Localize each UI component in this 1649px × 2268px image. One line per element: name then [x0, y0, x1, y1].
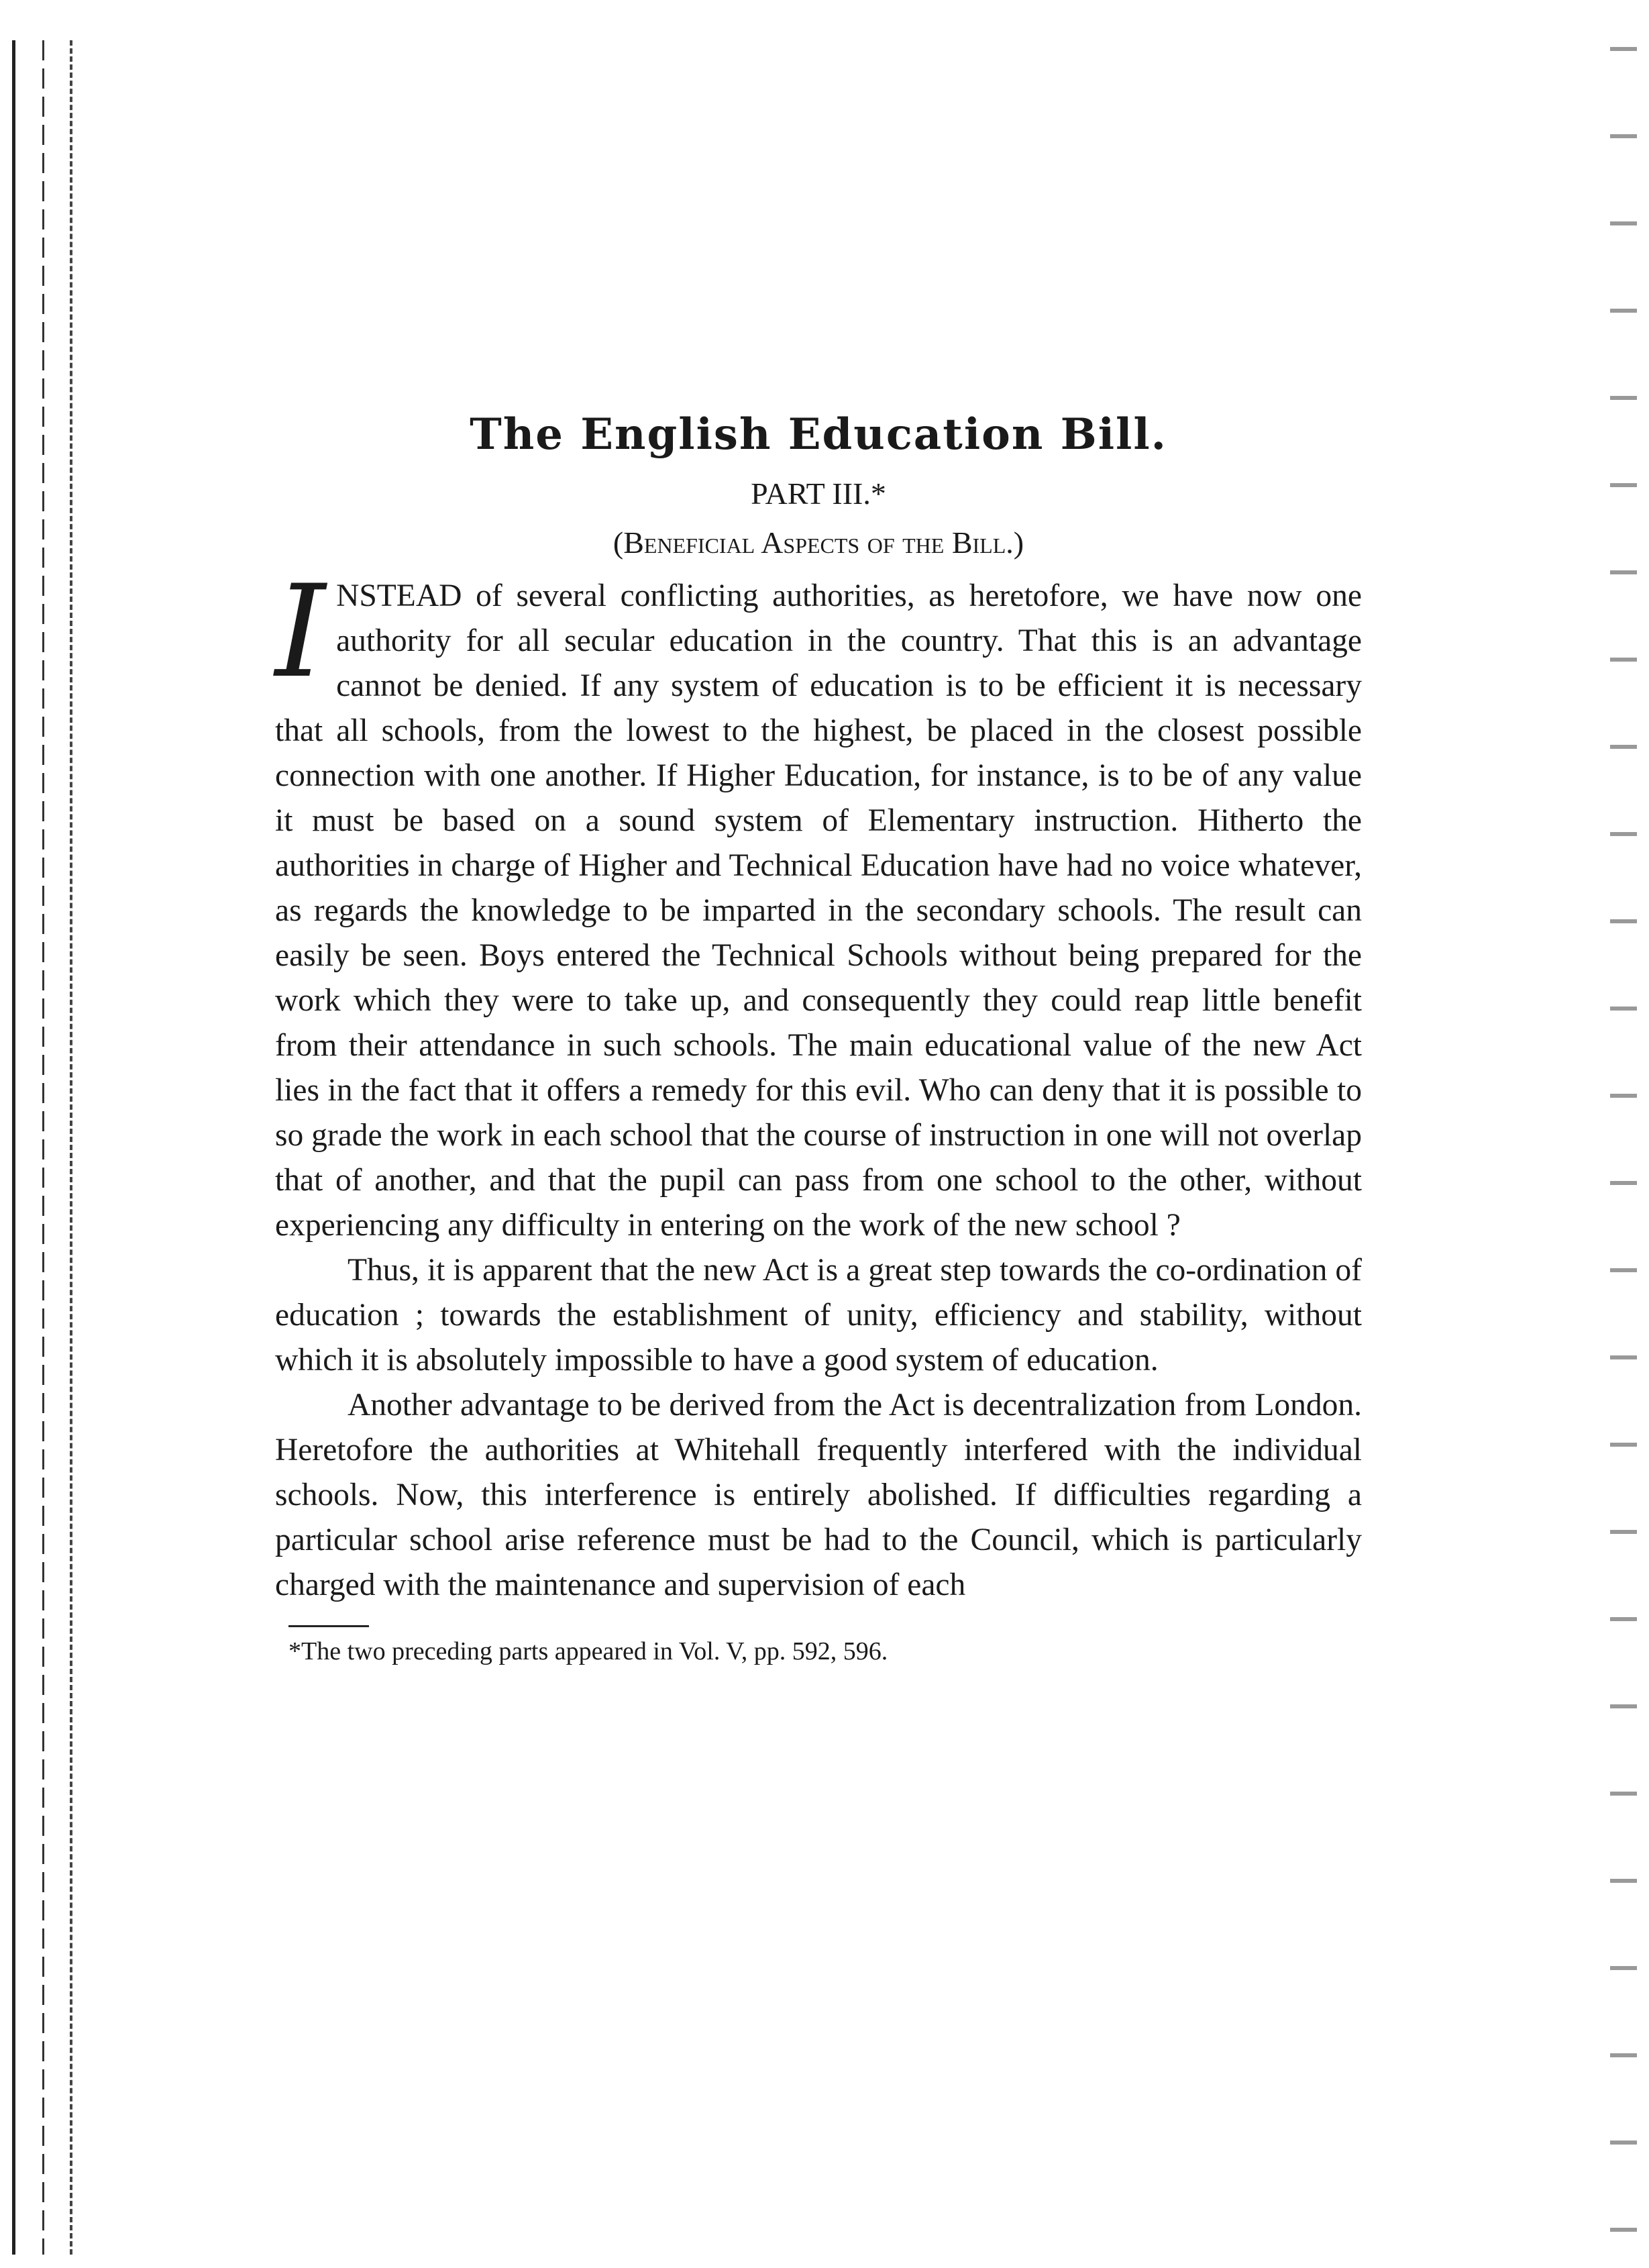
page-content [275, 409, 1362, 1666]
left-binding-edge [12, 40, 72, 2255]
article-title: The English Education Bill. [470, 409, 1167, 460]
right-binding-edge [1610, 0, 1637, 2268]
article-subtitle: (Beneficial Aspects of the Bill.) [613, 525, 1024, 560]
paragraph-2: Thus, it is apparent that the new Act is a great step towards the co-ordination of education ; towards the establishment of unity, efficiency and stability, without which it is absolutely impossible to have a good system of education. [275, 1253, 1362, 1378]
paragraph-3: Another advantage to be derived from the Act is decentralization from London. Heretofore the authorities at Whitehall frequently interfered with the individual schools. Now, this interference is entirely abolished. If difficulties regarding a particular school arise reference must be had to the Council, which is particularly charged with the maintenance and supervision of each [275, 1388, 1362, 1602]
footnote-rule [288, 1625, 369, 1627]
paragraph-1 [275, 558, 1362, 1248]
drop-cap: I [275, 558, 326, 706]
article-part: PART III.* [751, 476, 886, 511]
paragraph-1-text: NSTEAD of several conflicting authorities, as heretofore, we have now one authority for all secular education in the country. That this is an advantage cannot be denied. If any system of education is to be efficient it is necessary that all schools, from the lowest to the highest, be placed in the closest possible connection with one another. If Higher Education, for instance, is to be of any value it must be based on a sound system of Elementary instruction. Hitherto the authorities in charge of Higher and Technical Education have had no voice whatever, as regards the knowledge to be imparted in the secondary schools. The result can easily be seen. Boys entered the Technical Schools without being prepared for the work which they were to take up, and consequently they could reap little benefit from their attendance in such schools. The main educational value of the new Act lies in the fact that it offers a remedy for this evil. Who can deny that it is possible to so grade the work in each school that the course of instruction in one will not overlap that of another, and that the pupil can pass from one school to the other, without experiencing any difficulty in entering on the work of the new school ? [275, 578, 1362, 1243]
footnote: *The two preceding parts appeared in Vol. V, pp. 592, 596. [288, 1637, 888, 1665]
